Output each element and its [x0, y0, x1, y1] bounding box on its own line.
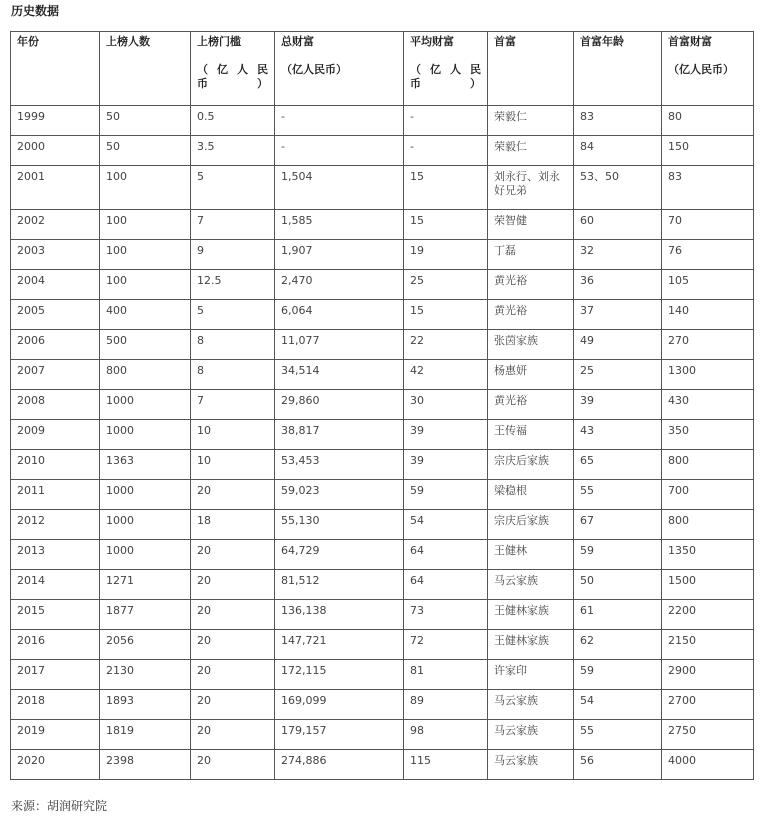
column-header: [275, 32, 404, 106]
column-header: [191, 32, 275, 106]
table-cell: 马云家族: [488, 570, 574, 600]
page-title: 历史数据: [11, 4, 60, 18]
table-cell: 20: [191, 570, 275, 600]
table-cell: 2005: [11, 300, 100, 330]
table-cell: 61: [574, 600, 662, 630]
table-cell: 34,514: [275, 360, 404, 390]
table-row: [11, 450, 754, 480]
table-cell: 1500: [662, 570, 754, 600]
table-cell: 55: [574, 480, 662, 510]
table-cell: 70: [662, 210, 754, 240]
table-cell: 20: [191, 600, 275, 630]
table-cell: 20: [191, 480, 275, 510]
table-cell: 2018: [11, 690, 100, 720]
table-cell: 2,470: [275, 270, 404, 300]
column-header: [662, 32, 754, 106]
table-cell: 马云家族: [488, 690, 574, 720]
table-cell: 140: [662, 300, 754, 330]
table-cell: 39: [404, 450, 488, 480]
table-cell: 1,585: [275, 210, 404, 240]
table-cell: 59: [404, 480, 488, 510]
table-cell: 9: [191, 240, 275, 270]
table-cell: 20: [191, 630, 275, 660]
table-row: [11, 106, 754, 136]
table-cell: 王传福: [488, 420, 574, 450]
table-cell: 王健林家族: [488, 600, 574, 630]
table-cell: 7: [191, 210, 275, 240]
table-cell: 2700: [662, 690, 754, 720]
table-cell: 2002: [11, 210, 100, 240]
table-cell: 115: [404, 750, 488, 780]
table-cell: 36: [574, 270, 662, 300]
table-row: [11, 420, 754, 450]
table-cell: 43: [574, 420, 662, 450]
table-cell: 83: [574, 106, 662, 136]
table-cell: 8: [191, 360, 275, 390]
table-cell: 2012: [11, 510, 100, 540]
table-cell: 2001: [11, 166, 100, 210]
table-cell: 5: [191, 300, 275, 330]
table-cell: 18: [191, 510, 275, 540]
table-cell: 1,907: [275, 240, 404, 270]
table-cell: 1893: [100, 690, 191, 720]
column-header-unit: （亿人民币）: [281, 63, 347, 76]
table-cell: 8: [191, 330, 275, 360]
column-header: [404, 32, 488, 106]
table-cell: 2398: [100, 750, 191, 780]
table-cell: 20: [191, 720, 275, 750]
table-cell: 2011: [11, 480, 100, 510]
table-cell: 350: [662, 420, 754, 450]
table-cell: 15: [404, 210, 488, 240]
table-cell: 2200: [662, 600, 754, 630]
table-cell: 许家印: [488, 660, 574, 690]
column-header: [100, 32, 191, 106]
table-cell: 50: [100, 106, 191, 136]
table-cell: 105: [662, 270, 754, 300]
column-header-label: 首富财富: [668, 35, 712, 48]
table-cell: 2010: [11, 450, 100, 480]
table-cell: 王健林家族: [488, 630, 574, 660]
table-cell: 张茵家族: [488, 330, 574, 360]
table-cell: 马云家族: [488, 720, 574, 750]
table-cell: 60: [574, 210, 662, 240]
table-cell: 100: [100, 240, 191, 270]
table-row: [11, 600, 754, 630]
table-cell: 150: [662, 136, 754, 166]
table-row: [11, 540, 754, 570]
table-cell: 丁磊: [488, 240, 574, 270]
table-cell: 2017: [11, 660, 100, 690]
table-cell: 1999: [11, 106, 100, 136]
table-cell: 800: [100, 360, 191, 390]
table-cell: 29,860: [275, 390, 404, 420]
table-cell: 梁稳根: [488, 480, 574, 510]
table-row: [11, 136, 754, 166]
table-cell: 6,064: [275, 300, 404, 330]
table-cell: 2056: [100, 630, 191, 660]
table-cell: 2004: [11, 270, 100, 300]
table-cell: 53,453: [275, 450, 404, 480]
table-cell: 169,099: [275, 690, 404, 720]
table-cell: 700: [662, 480, 754, 510]
table-cell: 5: [191, 166, 275, 210]
column-header: [488, 32, 574, 106]
table-cell: 30: [404, 390, 488, 420]
table-cell: 55: [574, 720, 662, 750]
table-cell: 2016: [11, 630, 100, 660]
table-cell: 147,721: [275, 630, 404, 660]
table-cell: 25: [574, 360, 662, 390]
table-row: [11, 166, 754, 210]
table-row: [11, 570, 754, 600]
column-header-label: 上榜门槛: [197, 35, 241, 48]
table-cell: -: [275, 106, 404, 136]
table-cell: 宗庆后家族: [488, 510, 574, 540]
table-cell: 73: [404, 600, 488, 630]
table-cell: 55,130: [275, 510, 404, 540]
table-row: [11, 660, 754, 690]
table-cell: 67: [574, 510, 662, 540]
table-row: [11, 720, 754, 750]
table-cell: 800: [662, 450, 754, 480]
table-cell: 59,023: [275, 480, 404, 510]
table-cell: 杨惠妍: [488, 360, 574, 390]
table-cell: 179,157: [275, 720, 404, 750]
table-cell: 4000: [662, 750, 754, 780]
table-cell: 172,115: [275, 660, 404, 690]
table-row: [11, 630, 754, 660]
column-header-label: 平均财富: [410, 35, 454, 48]
table-cell: 25: [404, 270, 488, 300]
table-cell: 400: [100, 300, 191, 330]
table-cell: 11,077: [275, 330, 404, 360]
table-cell: 2900: [662, 660, 754, 690]
table-row: [11, 300, 754, 330]
table-cell: 42: [404, 360, 488, 390]
column-header-unit: （ 亿 人 民 币）: [197, 63, 268, 90]
table-row: [11, 750, 754, 780]
table-cell: 19: [404, 240, 488, 270]
table-cell: 2006: [11, 330, 100, 360]
table-cell: 39: [574, 390, 662, 420]
table-cell: 黄光裕: [488, 270, 574, 300]
table-cell: 20: [191, 750, 275, 780]
table-cell: 64,729: [275, 540, 404, 570]
column-header-unit: （ 亿 人 民 币）: [410, 63, 481, 90]
table-cell: 2013: [11, 540, 100, 570]
table-cell: -: [404, 106, 488, 136]
table-body: [11, 106, 754, 780]
table-cell: 270: [662, 330, 754, 360]
table-cell: 2750: [662, 720, 754, 750]
table-cell: 1,504: [275, 166, 404, 210]
table-cell: 12.5: [191, 270, 275, 300]
table-row: [11, 510, 754, 540]
column-header-label: 首富: [494, 35, 516, 48]
table-cell: 37: [574, 300, 662, 330]
table-cell: 38,817: [275, 420, 404, 450]
table-cell: 黄光裕: [488, 300, 574, 330]
table-cell: 黄光裕: [488, 390, 574, 420]
table-cell: 54: [404, 510, 488, 540]
table-cell: 50: [574, 570, 662, 600]
table-cell: 274,886: [275, 750, 404, 780]
table-cell: 1000: [100, 390, 191, 420]
table-cell: -: [275, 136, 404, 166]
table-cell: 7: [191, 390, 275, 420]
table-cell: 22: [404, 330, 488, 360]
table-cell: 15: [404, 300, 488, 330]
table-cell: 1363: [100, 450, 191, 480]
table-cell: 59: [574, 540, 662, 570]
table-cell: 1877: [100, 600, 191, 630]
table-cell: 64: [404, 570, 488, 600]
column-header-label: 年份: [17, 35, 39, 48]
table-cell: 宗庆后家族: [488, 450, 574, 480]
table-cell: 80: [662, 106, 754, 136]
table-cell: 2020: [11, 750, 100, 780]
table-cell: 2130: [100, 660, 191, 690]
table-cell: 2019: [11, 720, 100, 750]
table-row: [11, 390, 754, 420]
table-cell: 62: [574, 630, 662, 660]
table-cell: 荣毅仁: [488, 136, 574, 166]
table-header-row: [11, 32, 754, 106]
table-row: [11, 480, 754, 510]
table-row: [11, 270, 754, 300]
table-cell: 83: [662, 166, 754, 210]
table-cell: 136,138: [275, 600, 404, 630]
table-cell: 1000: [100, 540, 191, 570]
table-cell: 1819: [100, 720, 191, 750]
history-table: [10, 31, 754, 780]
table-cell: 64: [404, 540, 488, 570]
column-header: [11, 32, 100, 106]
table-cell: 100: [100, 270, 191, 300]
source-note: 来源：胡润研究院: [11, 799, 108, 813]
table-cell: 56: [574, 750, 662, 780]
table-cell: 65: [574, 450, 662, 480]
table-cell: 100: [100, 210, 191, 240]
table-cell: 20: [191, 660, 275, 690]
table-cell: 王健林: [488, 540, 574, 570]
table-cell: 10: [191, 450, 275, 480]
table-cell: 500: [100, 330, 191, 360]
table-cell: 2009: [11, 420, 100, 450]
table-row: [11, 210, 754, 240]
table-cell: 98: [404, 720, 488, 750]
column-header-unit: （亿人民币）: [668, 63, 734, 76]
table-cell: 1000: [100, 420, 191, 450]
table-cell: 2150: [662, 630, 754, 660]
table-cell: 20: [191, 690, 275, 720]
table-cell: 800: [662, 510, 754, 540]
table-cell: -: [404, 136, 488, 166]
table-cell: 刘永行、刘永好兄弟: [488, 166, 574, 210]
table-cell: 1000: [100, 480, 191, 510]
table-cell: 马云家族: [488, 750, 574, 780]
table-cell: 53、50: [574, 166, 662, 210]
table-cell: 2014: [11, 570, 100, 600]
table-cell: 84: [574, 136, 662, 166]
table-cell: 49: [574, 330, 662, 360]
table-cell: 荣毅仁: [488, 106, 574, 136]
table-cell: 2008: [11, 390, 100, 420]
table-cell: 100: [100, 166, 191, 210]
table-cell: 荣智健: [488, 210, 574, 240]
column-header-label: 首富年龄: [580, 35, 624, 48]
table-cell: 1300: [662, 360, 754, 390]
table-cell: 39: [404, 420, 488, 450]
table-cell: 2007: [11, 360, 100, 390]
table-cell: 2003: [11, 240, 100, 270]
table-cell: 81: [404, 660, 488, 690]
table-cell: 10: [191, 420, 275, 450]
table-cell: 59: [574, 660, 662, 690]
table-cell: 15: [404, 166, 488, 210]
table-row: [11, 360, 754, 390]
table-cell: 20: [191, 540, 275, 570]
table-cell: 32: [574, 240, 662, 270]
column-header-label: 上榜人数: [106, 35, 150, 48]
table-cell: 54: [574, 690, 662, 720]
table-cell: 76: [662, 240, 754, 270]
table-cell: 50: [100, 136, 191, 166]
table-cell: 89: [404, 690, 488, 720]
table-cell: 1271: [100, 570, 191, 600]
table-cell: 2000: [11, 136, 100, 166]
table-cell: 2015: [11, 600, 100, 630]
table-cell: 72: [404, 630, 488, 660]
table-cell: 3.5: [191, 136, 275, 166]
table-row: [11, 330, 754, 360]
column-header-label: 总财富: [281, 35, 314, 48]
table-cell: 0.5: [191, 106, 275, 136]
table-cell: 1000: [100, 510, 191, 540]
table-row: [11, 690, 754, 720]
table-cell: 430: [662, 390, 754, 420]
table-cell: 1350: [662, 540, 754, 570]
table-cell: 81,512: [275, 570, 404, 600]
column-header: [574, 32, 662, 106]
table-row: [11, 240, 754, 270]
